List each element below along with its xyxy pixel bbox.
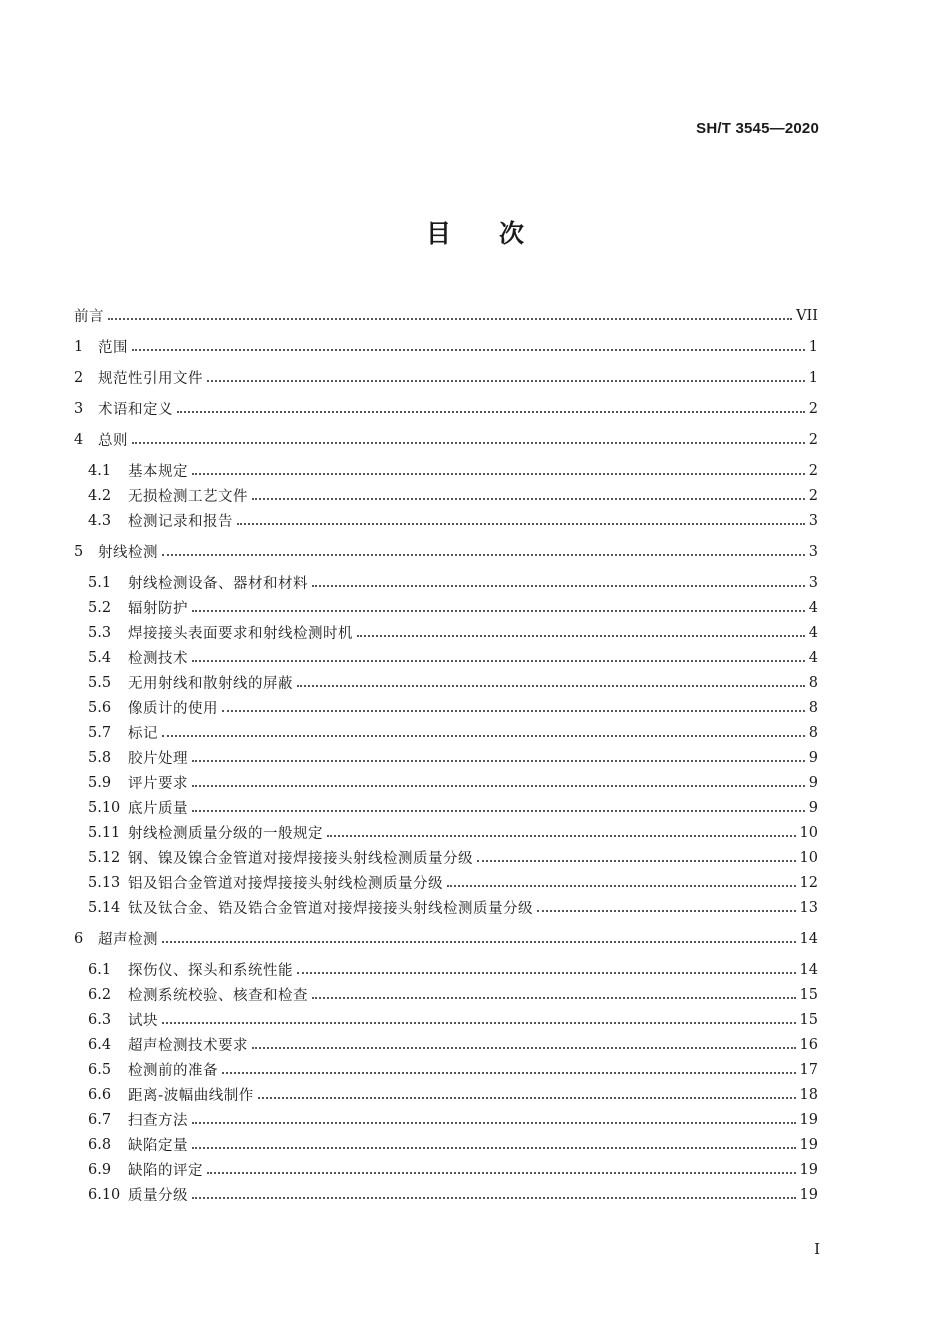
toc-entry-title: 超声检测 <box>98 932 158 948</box>
toc-entry-number: 5.5 <box>88 674 112 691</box>
toc-entry-title: 规范性引用文件 <box>98 371 203 387</box>
toc-entry-number: 5.6 <box>88 699 112 716</box>
toc-entry-number: 5.9 <box>88 774 112 791</box>
toc-entry[interactable] <box>74 570 818 595</box>
toc-entry-page: 17 <box>799 1061 818 1078</box>
toc-entry-page: 15 <box>799 986 818 1003</box>
toc-entry-title: 射线检测设备、器材和材料 <box>128 576 308 592</box>
toc-leader-dots <box>108 318 792 320</box>
toc-entry-title: 检测技术 <box>128 651 188 667</box>
toc-leader-dots <box>312 997 796 999</box>
toc-entry-page: 1 <box>808 369 818 386</box>
toc-entry-page: 2 <box>808 462 818 479</box>
toc-entry-number: 2 <box>74 369 84 386</box>
toc-entry-title: 术语和定义 <box>98 402 173 418</box>
toc-entry-title: 检测系统校验、核查和检查 <box>128 988 308 1004</box>
toc-leader-dots <box>192 760 805 762</box>
toc-entry-number: 6.7 <box>88 1111 112 1128</box>
toc-entry-page: 9 <box>808 774 818 791</box>
toc-leader-dots <box>327 835 796 837</box>
toc-entry[interactable] <box>74 820 818 845</box>
toc-entry-title: 钢、镍及镍合金管道对接焊接接头射线检测质量分级 <box>128 851 473 867</box>
toc-leader-dots <box>537 910 796 912</box>
toc-entry[interactable] <box>74 334 818 359</box>
toc-entry-number: 6.2 <box>88 986 112 1003</box>
toc-entry[interactable] <box>74 795 818 820</box>
toc-entry-number: 5.8 <box>88 749 112 766</box>
toc-entry-title: 试块 <box>128 1013 158 1029</box>
toc-entry-page: 13 <box>799 899 818 916</box>
toc-leader-dots <box>192 810 805 812</box>
toc-entry-number: 6.5 <box>88 1061 112 1078</box>
toc-entry-title: 缺陷的评定 <box>128 1163 203 1179</box>
toc-leader-dots <box>357 635 805 637</box>
toc-entry-page: 19 <box>799 1186 818 1203</box>
toc-entry[interactable] <box>74 365 818 390</box>
toc-leader-dots <box>207 1172 796 1174</box>
toc-leader-dots <box>192 473 805 475</box>
toc-entry-number: 6.8 <box>88 1136 112 1153</box>
toc-entry-number: 5.2 <box>88 599 112 616</box>
toc-entry-title: 标记 <box>128 726 158 742</box>
toc-entry[interactable] <box>74 508 818 533</box>
toc-entry-title: 无损检测工艺文件 <box>128 489 248 505</box>
toc-entry[interactable] <box>74 720 818 745</box>
toc-entry-number: 5.12 <box>88 849 121 866</box>
toc-entry-number: 4.3 <box>88 512 112 529</box>
toc-leader-dots <box>162 941 796 943</box>
toc-entry-number: 5.10 <box>88 799 121 816</box>
toc-entry-title: 扫查方法 <box>128 1113 188 1129</box>
toc-leader-dots <box>162 554 805 556</box>
toc-entry-number: 5.1 <box>88 574 112 591</box>
toc-entry[interactable] <box>74 1007 818 1032</box>
toc-entry-page: 3 <box>808 512 818 529</box>
toc-entry-page: 18 <box>799 1086 818 1103</box>
toc-entry-page: 19 <box>799 1111 818 1128</box>
toc-entry-page: 19 <box>799 1161 818 1178</box>
toc-entry-number: 5.7 <box>88 724 112 741</box>
toc-entry-page: 10 <box>799 849 818 866</box>
toc-entry-title: 前言 <box>74 309 104 325</box>
toc-entry-title: 距离-波幅曲线制作 <box>128 1088 254 1104</box>
toc-leader-dots <box>132 442 805 444</box>
toc-leader-dots <box>222 710 805 712</box>
toc-entry[interactable] <box>74 1082 818 1107</box>
toc-leader-dots <box>222 1072 796 1074</box>
toc-entry-title: 缺陷定量 <box>128 1138 188 1154</box>
toc-leader-dots <box>192 1122 796 1124</box>
toc-entry-page: VII <box>796 307 818 324</box>
toc-leader-dots <box>297 972 796 974</box>
toc-leader-dots <box>477 860 796 862</box>
toc-entry[interactable] <box>74 1157 818 1182</box>
table-of-contents <box>74 303 818 1207</box>
toc-entry-number: 5 <box>74 543 84 560</box>
toc-leader-dots <box>192 785 805 787</box>
toc-leader-dots <box>252 1047 796 1049</box>
toc-leader-dots <box>237 523 805 525</box>
toc-entry[interactable] <box>74 845 818 870</box>
toc-entry-page: 19 <box>799 1136 818 1153</box>
toc-entry-number: 5.13 <box>88 874 121 891</box>
toc-entry[interactable] <box>74 427 818 452</box>
page-title-part2: 次 <box>499 219 525 248</box>
toc-entry-number: 6.10 <box>88 1186 121 1203</box>
toc-entry-page: 12 <box>799 874 818 891</box>
toc-entry[interactable] <box>74 982 818 1007</box>
toc-entry[interactable] <box>74 1182 818 1207</box>
toc-entry-number: 5.11 <box>88 824 121 841</box>
toc-leader-dots <box>447 885 796 887</box>
toc-entry-title: 胶片处理 <box>128 751 188 767</box>
toc-entry[interactable] <box>74 645 818 670</box>
toc-entry-number: 5.4 <box>88 649 112 666</box>
page-title <box>0 214 950 250</box>
toc-leader-dots <box>207 380 805 382</box>
toc-entry-title: 总则 <box>98 433 128 449</box>
toc-entry-number: 6.1 <box>88 961 112 978</box>
toc-entry-title: 探伤仪、探头和系统性能 <box>128 963 293 979</box>
page-number: I <box>814 1240 820 1258</box>
toc-entry[interactable] <box>74 895 818 920</box>
toc-entry-title: 焊接接头表面要求和射线检测时机 <box>128 626 353 642</box>
toc-entry-page: 16 <box>799 1036 818 1053</box>
toc-entry-page: 2 <box>808 431 818 448</box>
toc-entry-title: 基本规定 <box>128 464 188 480</box>
toc-entry-title: 检测前的准备 <box>128 1063 218 1079</box>
toc-leader-dots <box>192 1147 796 1149</box>
toc-entry[interactable] <box>74 1132 818 1157</box>
toc-entry-number: 4 <box>74 431 84 448</box>
toc-entry[interactable] <box>74 1032 818 1057</box>
toc-entry-title: 超声检测技术要求 <box>128 1038 248 1054</box>
toc-entry-title: 辐射防护 <box>128 601 188 617</box>
toc-entry-page: 14 <box>799 961 818 978</box>
toc-entry-title: 射线检测质量分级的一般规定 <box>128 826 323 842</box>
toc-entry-number: 6 <box>74 930 84 947</box>
toc-entry[interactable] <box>74 396 818 421</box>
toc-entry-title: 范围 <box>98 340 128 356</box>
toc-entry-title: 评片要求 <box>128 776 188 792</box>
toc-leader-dots <box>258 1097 796 1099</box>
toc-entry-title: 像质计的使用 <box>128 701 218 717</box>
toc-entry[interactable] <box>74 595 818 620</box>
toc-entry-page: 2 <box>808 487 818 504</box>
toc-entry-number: 6.9 <box>88 1161 112 1178</box>
toc-entry[interactable] <box>74 957 818 982</box>
toc-entry-title: 质量分级 <box>128 1188 188 1204</box>
toc-entry[interactable] <box>74 745 818 770</box>
toc-entry-page: 3 <box>808 543 818 560</box>
toc-entry-number: 6.3 <box>88 1011 112 1028</box>
toc-leader-dots <box>252 498 805 500</box>
toc-entry[interactable] <box>74 770 818 795</box>
toc-entry-title: 射线检测 <box>98 545 158 561</box>
toc-entry[interactable] <box>74 695 818 720</box>
toc-entry-page: 4 <box>808 624 818 641</box>
page-title-part1: 目 <box>425 219 451 248</box>
toc-entry-number: 1 <box>74 338 84 355</box>
toc-entry[interactable] <box>74 458 818 483</box>
toc-entry-number: 5.14 <box>88 899 121 916</box>
toc-leader-dots <box>162 1022 796 1024</box>
toc-leader-dots <box>297 685 805 687</box>
toc-leader-dots <box>192 610 805 612</box>
toc-leader-dots <box>192 1197 796 1199</box>
toc-leader-dots <box>177 411 805 413</box>
toc-entry-number: 4.2 <box>88 487 112 504</box>
toc-entry-page: 10 <box>799 824 818 841</box>
toc-entry-page: 8 <box>808 674 818 691</box>
toc-entry-page: 8 <box>808 699 818 716</box>
toc-entry-page: 1 <box>808 338 818 355</box>
toc-entry-title: 铝及铝合金管道对接焊接接头射线检测质量分级 <box>128 876 443 892</box>
toc-entry-page: 15 <box>799 1011 818 1028</box>
toc-entry-number: 6.6 <box>88 1086 112 1103</box>
toc-leader-dots <box>312 585 805 587</box>
toc-entry[interactable] <box>74 539 818 564</box>
toc-entry-page: 4 <box>808 649 818 666</box>
toc-entry[interactable] <box>74 1107 818 1132</box>
toc-leader-dots <box>192 660 805 662</box>
toc-entry-title: 钛及钛合金、锆及锆合金管道对接焊接接头射线检测质量分级 <box>128 901 533 917</box>
toc-entry-title: 检测记录和报告 <box>128 514 233 530</box>
toc-entry-page: 8 <box>808 724 818 741</box>
toc-entry-page: 4 <box>808 599 818 616</box>
toc-entry-page: 3 <box>808 574 818 591</box>
document-code: SH/T 3545—2020 <box>696 120 819 137</box>
toc-entry[interactable] <box>74 483 818 508</box>
toc-entry[interactable] <box>74 926 818 951</box>
toc-entry-page: 9 <box>808 749 818 766</box>
toc-leader-dots <box>132 349 805 351</box>
toc-entry-page: 9 <box>808 799 818 816</box>
toc-entry-number: 3 <box>74 400 84 417</box>
toc-entry[interactable] <box>74 1057 818 1082</box>
toc-entry-title: 底片质量 <box>128 801 188 817</box>
toc-entry-number: 6.4 <box>88 1036 112 1053</box>
toc-entry-title: 无用射线和散射线的屏蔽 <box>128 676 293 692</box>
toc-entry-number: 4.1 <box>88 462 112 479</box>
toc-entry-page: 14 <box>799 930 818 947</box>
toc-entry[interactable] <box>74 620 818 645</box>
toc-entry[interactable] <box>74 670 818 695</box>
toc-leader-dots <box>162 735 805 737</box>
toc-entry-page: 2 <box>808 400 818 417</box>
toc-entry[interactable] <box>74 303 818 328</box>
toc-entry[interactable] <box>74 870 818 895</box>
toc-entry-number: 5.3 <box>88 624 112 641</box>
